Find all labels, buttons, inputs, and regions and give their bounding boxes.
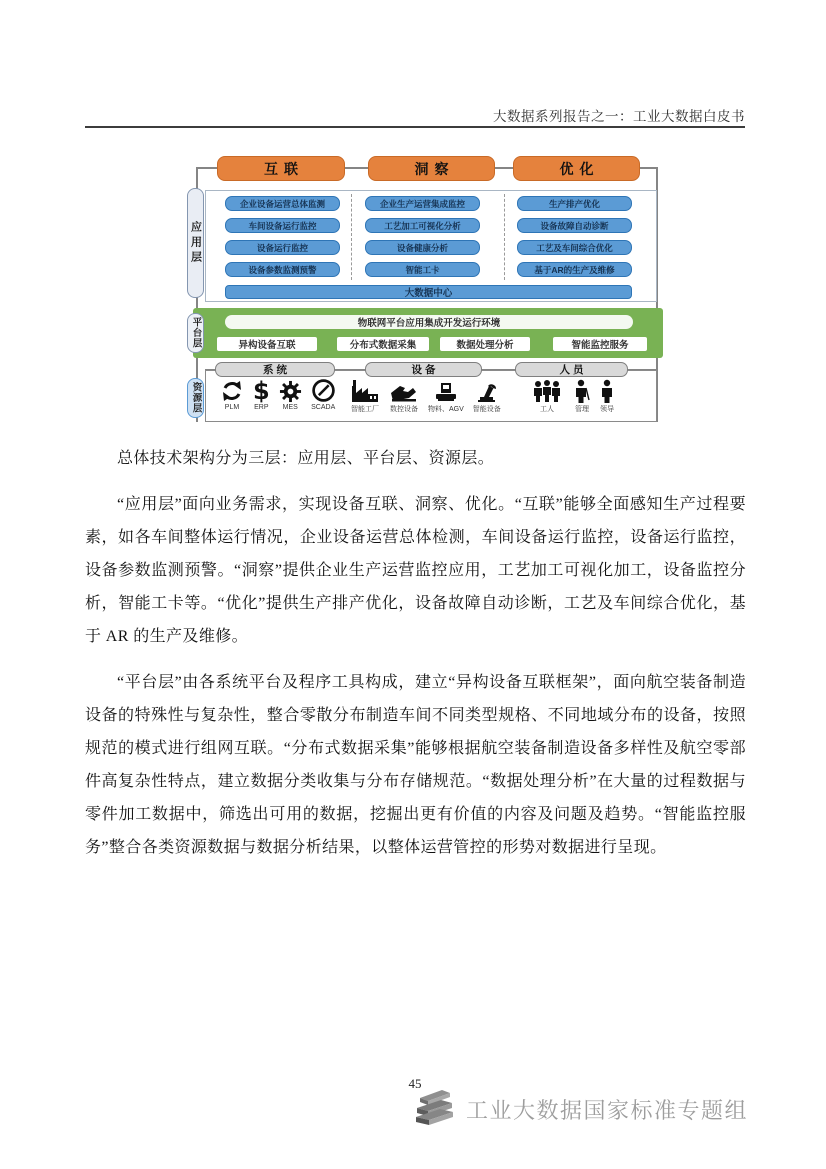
icon-item-scada (311, 377, 336, 411)
icon-item-cnc (389, 377, 419, 414)
app-box: 智能工卡 (365, 262, 480, 277)
icon-item-erp (253, 377, 270, 411)
icon-item-robot (473, 377, 501, 414)
icon-item-agv (428, 377, 464, 414)
paragraph-platform-layer: “平台层”由各系统平台及程序工具构成，建立“异构设备互联框架”，面向航空装备制造设备的特殊性与复杂性，整合零散分布制造车间不同类型规格、不同地域分布的设备，按照规范的模式进行组网互联。“分布式数据采集”能够根据航空装备制造设备多样性及航空零部件高复杂性特点，建立数据分类收集与分布存储规范。“数据处理分析”在大量的过程数据与零件加工数据中，筛选出可用的数据，挖掘出更有价值的内容及问题及趋势。“智能监控服务”整合各类资源数据与数据分析结果，以整体运营管控的形势对数据进行呈现。 (85, 674, 746, 856)
body-text (85, 442, 746, 864)
icon-label: 智能工厂 (351, 406, 379, 413)
icon-label: MES (282, 404, 298, 411)
personnel-icons-group (530, 377, 614, 414)
app-box: 设备故障自动诊断 (517, 218, 632, 233)
app-box: 设备参数监测预警 (225, 262, 340, 277)
platform-service: 异构设备互联 (217, 337, 317, 351)
icon-label: 工人 (540, 406, 554, 413)
icon-item-workers (530, 377, 564, 414)
equipment-icons-group (350, 377, 501, 414)
paragraph-application-layer: “应用层”面向业务需求，实现设备互联、洞察、优化。“互联”能够全面感知生产过程要素，如各车间整体运行情况，企业设备运营总体检测，车间设备运行监控，设备运行监控，设备参数监测预警。“洞察”提供企业生产运营监控应用，工艺加工可视化加工，设备监控分析，智能工卡等。“优化”提供生产排产优化，设备故障自动诊断，工艺及车间综合优化，基于 AR 的生产及维修。 (85, 496, 746, 645)
icon-label: 物料、AGV (428, 406, 464, 413)
icon-item-leader (600, 377, 614, 414)
icon-label: ERP (254, 404, 269, 411)
cnc-machine-icon (389, 377, 419, 403)
column-divider (351, 194, 352, 280)
column-divider (504, 194, 505, 280)
platform-service: 分布式数据采集 (337, 337, 429, 351)
layer-pill-resource: 资源层 (187, 378, 204, 418)
resource-group-personnel: 人员 (515, 362, 628, 377)
iot-env-bar: 物联网平台应用集成开发运行环境 (225, 315, 633, 329)
platform-service: 数据处理分析 (440, 337, 530, 351)
smart-factory-icon (350, 377, 380, 403)
connector-line (196, 167, 218, 169)
header-rule (85, 126, 745, 128)
app-box: 工艺及车间综合优化 (517, 240, 632, 255)
app-box: 设备健康分析 (365, 240, 480, 255)
app-box: 企业设备运营总体监测 (225, 196, 340, 211)
icon-label: PLM (224, 404, 240, 411)
architecture-diagram (178, 150, 664, 440)
leader-icon (600, 377, 614, 403)
platform-service: 智能监控服务 (553, 337, 647, 351)
tab-interconnect: 互联 (217, 156, 345, 181)
tab-optimize: 优化 (513, 156, 640, 181)
agv-cart-icon (433, 377, 459, 403)
resource-group-equipment: 设备 (365, 362, 482, 377)
icon-label: 领导 (600, 406, 614, 413)
connector-line (640, 167, 657, 169)
footer-logo (410, 1086, 748, 1133)
resource-group-system: 系统 (215, 362, 335, 377)
workers-icon (530, 377, 564, 403)
running-header-title: 大数据系列报告之一：工业大数据白皮书 (493, 109, 745, 124)
icon-label: 管理 (575, 406, 589, 413)
mes-gear-icon (279, 377, 302, 403)
icon-item-plm (220, 377, 244, 411)
footer-org-name: 工业大数据国家标准专题组 (465, 1098, 748, 1123)
app-box: 设备运行监控 (225, 240, 340, 255)
app-box: 生产排产优化 (517, 196, 632, 211)
app-box: 工艺加工可视化分析 (365, 218, 480, 233)
icon-label: 数控设备 (390, 406, 418, 413)
layer-pill-application: 应用层 (187, 188, 204, 298)
icon-item-mes (279, 377, 302, 411)
app-box: 基于AR的生产及维修 (517, 262, 632, 277)
icon-label: SCADA (311, 404, 336, 411)
paragraph-overview: 总体技术架构分为三层：应用层、平台层、资源层。 (117, 450, 495, 467)
page-number: 45 (408, 1076, 422, 1091)
big-data-center-bar: 大数据中心 (225, 285, 632, 299)
icon-item-manager (573, 377, 591, 414)
app-box: 企业生产运营集成监控 (365, 196, 480, 211)
app-box: 车间设备运行监控 (225, 218, 340, 233)
books-logo-icon (410, 1086, 458, 1133)
robot-arm-icon (475, 377, 499, 403)
icon-label: 智能设备 (472, 406, 501, 413)
connector-line (495, 167, 514, 169)
connector-line (345, 167, 368, 169)
system-icons-group (220, 377, 336, 411)
icon-item-smart-factory (350, 377, 380, 414)
layer-pill-platform: 平台层 (187, 313, 204, 353)
manager-icon (573, 377, 591, 403)
plm-cycle-icon (220, 377, 244, 403)
erp-dollar-icon: $ (253, 377, 270, 405)
tab-insight: 洞察 (368, 156, 495, 181)
scada-gauge-icon (311, 377, 336, 403)
